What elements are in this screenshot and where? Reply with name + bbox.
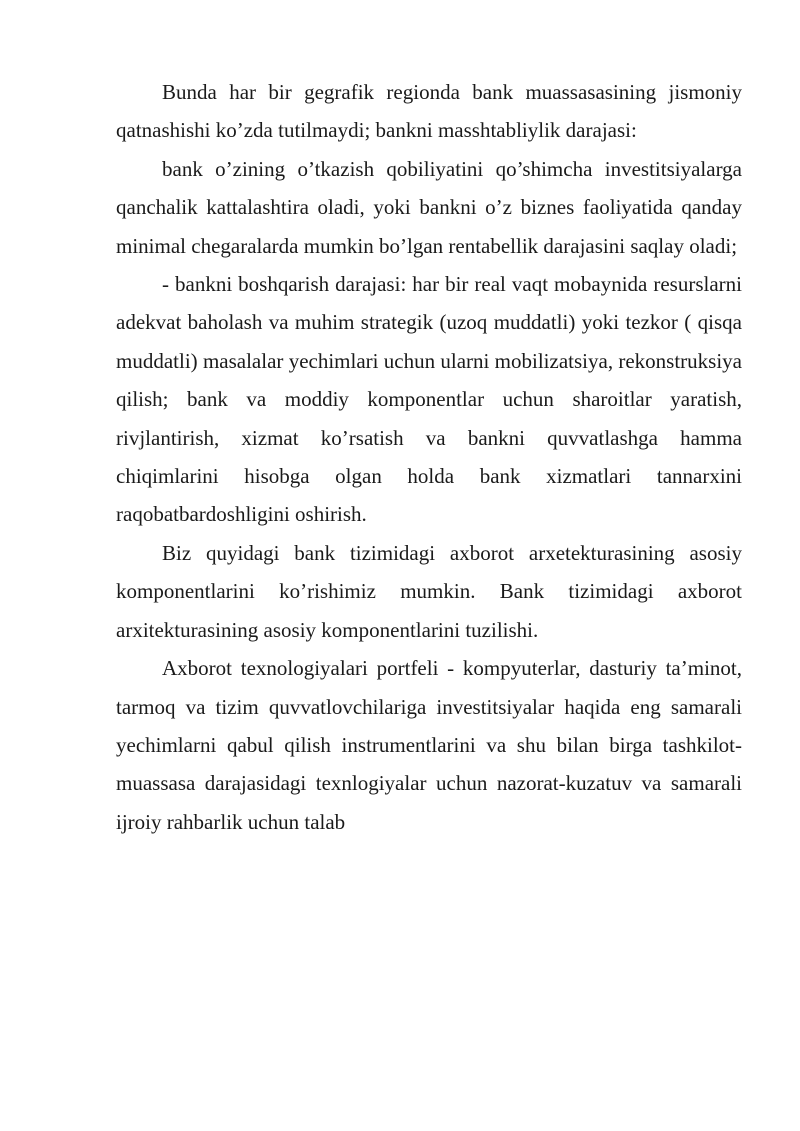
document-body bbox=[116, 73, 742, 841]
paragraph-5: Axborot texnologiyalari portfeli - kompyuterlar, dasturiy ta’minot, tarmoq va tizim quvvatlovchilariga investitsiyalar haqida eng samarali yechimlarni qabul qilish instrumentlarini va shu bilan birga tashkilot-muassasa darajasidagi texnlogiyalar uchun nazorat-kuzatuv va samarali ijroiy rahbarlik uchun talab bbox=[116, 656, 742, 834]
paragraph-1: Bunda har bir gegrafik regionda bank muassasasining jismoniy qatnashishi ko’zda tutilmaydi; bankni masshtabliylik darajasi: bbox=[116, 80, 742, 143]
paragraph-2: bank o’zining o’tkazish qobiliyatini qo’shimcha investitsiyalarga qanchalik kattalashtira oladi, yoki bankni o’z biznes faoliyatida qanday minimal chegaralarda mumkin bo’lgan rentabellik darajasini saqlay oladi; bbox=[116, 156, 742, 258]
paragraph-4: Biz quyidagi bank tizimidagi axborot arxetekturasining asosiy komponentlarini ko’rishimiz mumkin. Bank tizimidagi axborot arxitekturasining asosiy komponentlarini tuzilishi. bbox=[116, 540, 742, 642]
paragraph-3: - bankni boshqarish darajasi: har bir real vaqt mobaynida resurslarni adekvat baholash va muhim strategik (uzoq muddatli) yoki tezkor ( qisqa muddatli) masalalar yechimlari uchun ularni mobilizatsiya, rekonstruksiya qilish; bank va moddiy komponentlar uchun sharoitlar yaratish, rivjlantirish, xizmat ko’rsatish va bankni quvvatlashga hamma chiqimlarini hisobga olgan holda bank xizmatlari tannarxini raqobatbardoshligini oshirish. bbox=[116, 272, 742, 527]
